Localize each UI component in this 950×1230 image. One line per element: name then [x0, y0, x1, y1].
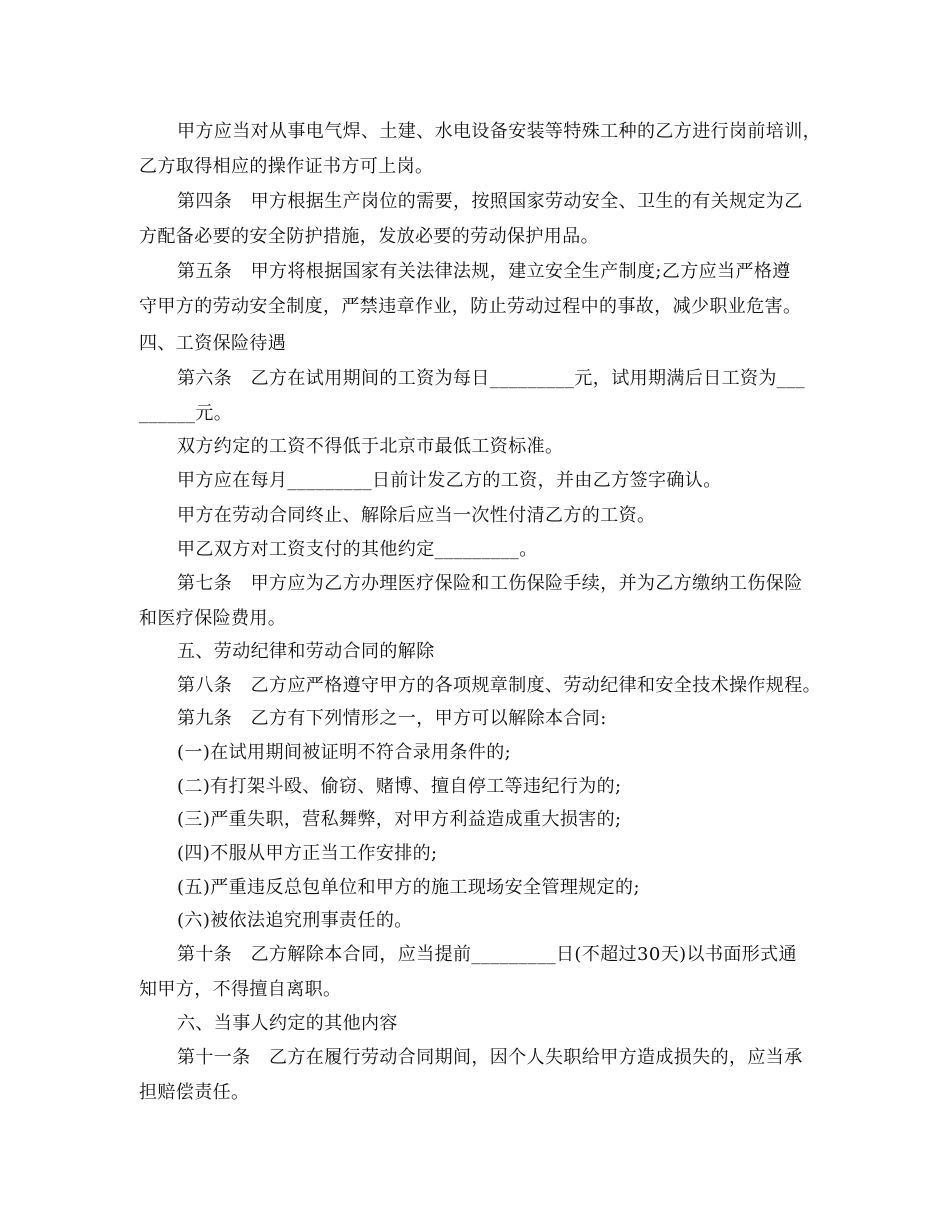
- list-item: (一)在试用期间被证明不符合录用条件的;: [177, 742, 512, 763]
- section-heading: 五、劳动纪律和劳动合同的解除: [177, 641, 435, 662]
- list-item: (四)不服从甲方正当工作安排的;: [177, 843, 438, 864]
- text-line: 第九条 乙方有下列情形之一，甲方可以解除本合同:: [177, 708, 607, 729]
- text-line: 担赔偿责任。: [139, 1082, 250, 1103]
- text-line: 方配备必要的安全防护措施，发放必要的劳动保护用品。: [139, 226, 599, 247]
- text-line: 第五条 甲方将根据国家有关法律法规，建立安全生产制度;乙方应当严格遵: [177, 261, 791, 282]
- text-line: 第六条 乙方在试用期间的工资为每日_________元，试用期满后日工资为___: [177, 368, 805, 389]
- text-line: 第四条 甲方根据生产岗位的需要，按照国家劳动安全、卫生的有关规定为乙: [177, 191, 803, 212]
- list-item: (六)被依法追究刑事责任的。: [177, 910, 413, 931]
- text-line: 甲方应在每月_________日前计发乙方的工资，并由乙方签字确认。: [177, 470, 722, 491]
- text-line: 第七条 甲方应为乙方办理医疗保险和工伤保险手续，并为乙方缴纳工伤保险: [177, 573, 803, 594]
- text-line: 守甲方的劳动安全制度，严禁违章作业，防止劳动过程中的事故，减少职业危害。: [139, 296, 802, 317]
- text-line: 甲方应当对从事电气焊、土建、水电设备安装等特殊工种的乙方进行岗前培训，: [177, 121, 821, 142]
- text-line: 甲乙双方对工资支付的其他约定_________。: [177, 539, 538, 560]
- text-line: 双方约定的工资不得低于北京市最低工资标准。: [177, 436, 564, 457]
- section-heading: 四、工资保险待遇: [139, 333, 287, 354]
- section-heading: 六、当事人约定的其他内容: [177, 1013, 398, 1034]
- text-line: 第八条 乙方应严格遵守甲方的各项规章制度、劳动纪律和安全技术操作规程。: [177, 675, 821, 696]
- text-line: 知甲方，不得擅自离职。: [139, 979, 342, 1000]
- text-line: ______元。: [139, 403, 233, 424]
- text-line: 甲方在劳动合同终止、解除后应当一次性付清乙方的工资。: [177, 505, 656, 526]
- text-line: 第十条 乙方解除本合同，应当提前_________日(不超过30天)以书面形式通: [177, 944, 797, 965]
- list-item: (二)有打架斗殴、偷窃、赌博、擅自停工等违纪行为的;: [177, 776, 622, 797]
- text-line: 乙方取得相应的操作证书方可上岗。: [139, 156, 434, 177]
- list-item: (三)严重失职，营私舞弊，对甲方利益造成重大损害的;: [177, 809, 622, 830]
- text-line: 第十一条 乙方在履行劳动合同期间，因个人失职给甲方造成损失的，应当承: [177, 1047, 803, 1068]
- list-item: (五)严重违反总包单位和甲方的施工现场安全管理规定的;: [177, 877, 640, 898]
- text-line: 和医疗保险费用。: [139, 608, 287, 629]
